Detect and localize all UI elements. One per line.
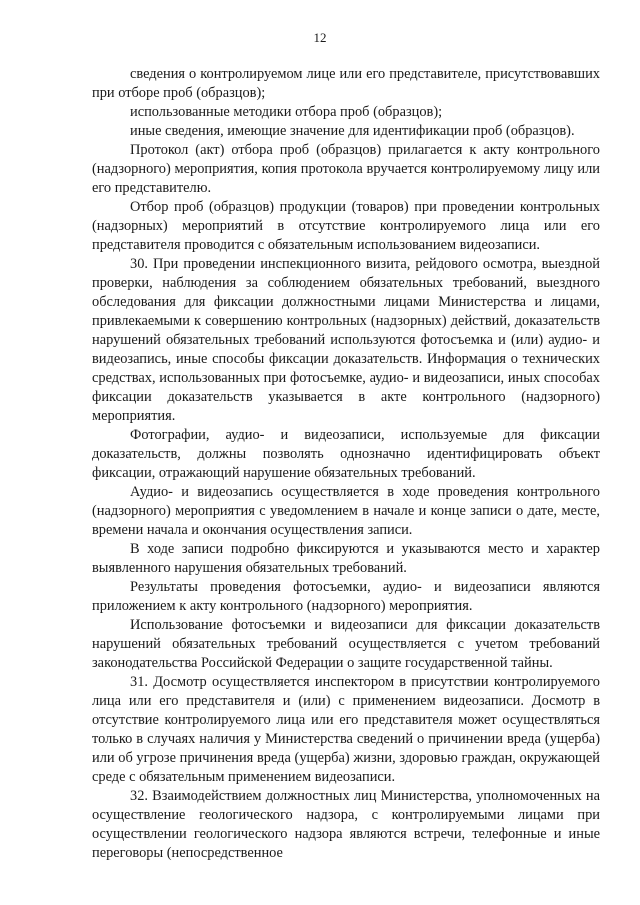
paragraph-protocol: Протокол (акт) отбора проб (образцов) прилагается к акту контрольного (надзорного) мероприятия, копия протокола вручается контролируемому лицу или его представителю. (92, 142, 600, 196)
paragraph-sample-info: сведения о контролируемом лице или его представителе, присутствовавших при отборе проб (образцов); (92, 66, 600, 101)
paragraph-photo-requirements: Фотографии, аудио- и видеозаписи, используемые для фиксации доказательств, должны позволять однозначно идентифицировать объект фиксации, отражающий нарушение обязательных требований. (92, 427, 600, 481)
paragraph-methods: использованные методики отбора проб (образцов); (130, 104, 443, 120)
paragraph-section-30: 30. При проведении инспекционного визита, рейдового осмотра, выездной проверки, наблюдения за соблюдением обязательных требований, выездного обследования для фиксации должностными лицами Министерства и лицами, привлекаемыми к совершению контрольных (надзорных) действий, доказательств нарушений обязательных требований используются фотосъемка и (или) аудио- и видеозапись, иные способы фиксации доказательств. Информация о технических средствах, использованных при фотосъемке, аудио- и видеозаписи, иных способах фиксации доказательств указывается в акте контрольного (надзорного) мероприятия. (92, 256, 600, 424)
paragraph-recording-details: В ходе записи подробно фиксируются и указываются место и характер выявленного нарушения обязательных требований. (92, 541, 600, 576)
paragraph-section-31: 31. Досмотр осуществляется инспектором в присутствии контролируемого лица или его представителя и (или) с применением видеозаписи. Досмотр в отсутствие контролируемого лица или его представителя может осуществляться только в случаях наличия у Министерства сведений о причинении вреда (ущерба) или об угрозе причинения вреда (ущерба) жизни, здоровью граждан, окружающей среде с обязательным применением видеозаписи. (92, 674, 600, 785)
page-number: 12 (313, 30, 327, 45)
paragraph-other-info: иные сведения, имеющие значение для идентификации проб (образцов). (130, 123, 575, 139)
paragraph-section-32: 32. Взаимодействием должностных лиц Министерства, уполномоченных на осуществление геологического надзора, с контролируемыми лицами при осуществлении геологического надзора являются встречи, телефонные и иные переговоры (непосредственное (92, 788, 600, 861)
paragraph-state-secret: Использование фотосъемки и видеозаписи для фиксации доказательств нарушений обязательных требований осуществляется с учетом требований законодательства Российской Федерации о защите государственной тайны. (92, 617, 600, 671)
paragraph-sampling-video: Отбор проб (образцов) продукции (товаров) при проведении контрольных (надзорных) мероприятий в отсутствие контролируемого лица или его представителя проводится с обязательным использованием видеозаписи. (92, 199, 600, 253)
paragraph-results-attachment: Результаты проведения фотосъемки, аудио- и видеозаписи являются приложением к акту контрольного (надзорного) мероприятия. (92, 579, 600, 614)
document-body (92, 65, 600, 863)
paragraph-recording-notice: Аудио- и видеозапись осуществляется в ходе проведения контрольного (надзорного) мероприятия с уведомлением в начале и конце записи о дате, месте, времени начала и окончания осуществления записи. (92, 484, 600, 538)
